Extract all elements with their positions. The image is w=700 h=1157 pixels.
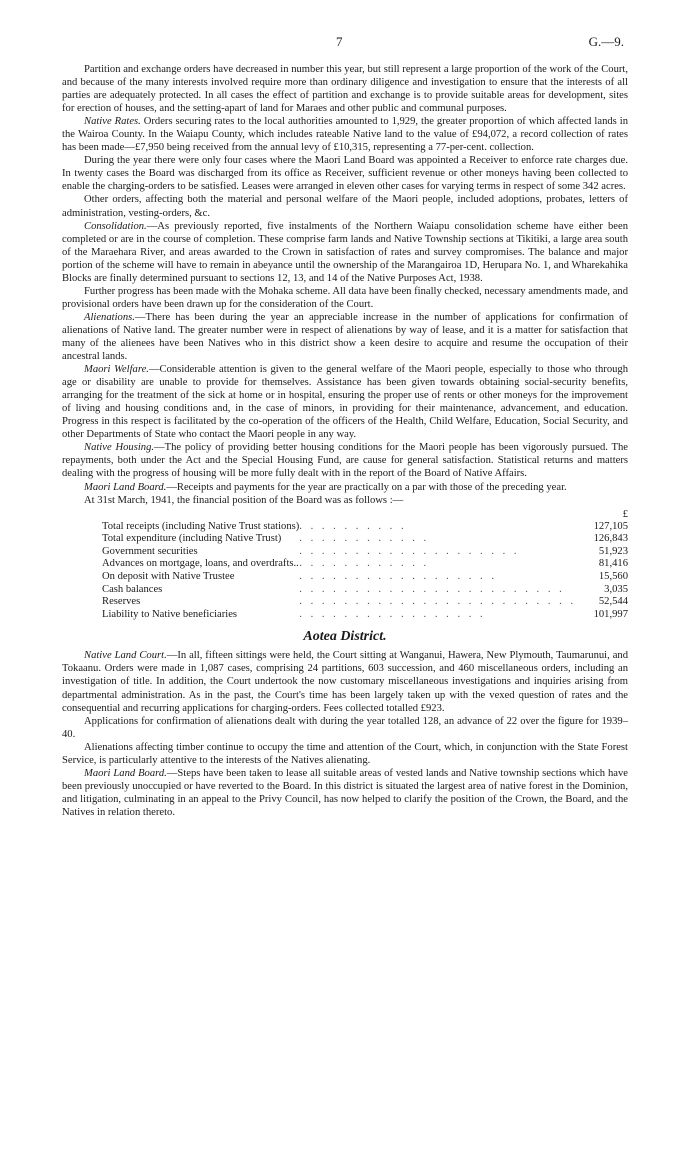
paragraph-text: —As previously reported, five instalments of the Northern Waiapu consolidation scheme have either been completed or are in the course of completion. These comprise farm lands and Native Township sections at Tikitiki, a large area south of the Maraehara River, and areas awarded to the Crown in satisfaction of rates and survey compromises. The balance and major portion of the scheme will have to remain in abeyance until the ownership of the Marangairoa 1D, Herupara No. 1, and Wharekahika Blocks are finally determined pursuant to sections 12, 13, and 14 of the Native Purposes Act, 1938. [62,220,628,284]
dot-leader: . . . . . . . . . . . . . . . . . . . . . . . . . [299,596,577,608]
paragraph-lead: Maori Welfare. [84,364,149,376]
paragraph-lead: Maori Land Board. [84,767,167,779]
paragraph-lead: Native Land Court. [84,650,167,662]
dot-leader: . . . . . . . . . . . . . . . . . . . . . . . . [299,583,565,595]
paragraph-lead: Consolidation. [84,220,147,232]
row-label: Reserves [102,596,141,608]
paragraph [62,363,628,441]
row-amount: 52,544 [598,596,628,608]
paragraph-lead: Native Rates. [84,116,141,128]
aotea-section [62,649,628,819]
paragraph-lead: Maori Land Board. [84,481,167,493]
financial-intro: At 31st March, 1941, the financial position of the Board was as follows :— [84,494,404,506]
dot-leader: . . . . . . . . . . . . [299,533,430,545]
dot-leader: . . . . . . . . . . [299,520,407,532]
paragraph [62,311,628,363]
paragraph-text: —Receipts and payments for the year are practically on a par with those of the preceding year. [166,481,567,493]
currency-row [102,509,628,521]
row-label: On deposit with Native Trustee [102,570,235,582]
row-amount: 126,843 [593,533,628,545]
row-amount: 127,105 [593,520,628,532]
row-amount: 101,997 [593,608,628,620]
paragraph [62,220,628,285]
paragraph-text: During the year there were only four cases where the Maori Land Board was appointed a Receiver to enforce rate charges due. In twenty cases the Board was discharged from its office as Receiver, sufficient revenue or other moneys having been collected to enable the charging-orders to be satisfied. Leases were arranged in eleven other cases for varying terms in respect of some 342 acres. [62,155,628,193]
paragraph-lead: Alienations. [84,311,135,323]
report-reference: G.—9. [588,34,624,49]
paragraph [62,649,628,714]
table-row [102,546,628,559]
dot-leader: . . . . . . . . . . . . [299,558,430,570]
row-amount: 81,416 [598,558,628,570]
district-heading: Aotea District. [303,629,387,645]
paragraph-lead: Native Housing. [84,442,155,454]
table-row [102,521,628,534]
financial-table [102,509,628,622]
paragraph-text: Orders securing rates to the local authorities amounted to 1,929, the greater proportion of which affected lands in the Wairoa County. In the Waiapu County, which includes rateable Native land to the value of £94,072, a record collection of rates has been made—£7,950 being received from the annual levy of £10,315, representing a 77-per-cent. collection. [62,116,628,154]
row-amount: 3,035 [604,583,628,595]
paragraph [62,115,628,154]
paragraph-text: Applications for confirmation of alienations dealt with during the year totalled 128, an advance of 22 over the figure for 1939–40. [62,715,628,740]
dot-leader: . . . . . . . . . . . . . . . . . [299,608,486,620]
page-header [0,34,700,50]
dot-leader: . . . . . . . . . . . . . . . . . . [299,570,497,582]
row-amount: 51,923 [598,545,628,557]
row-label: Advances on mortgage, loans, and overdrafts.. [102,558,299,570]
paragraph [62,767,628,819]
paragraph-text: Partition and exchange orders have decreased in number this year, but still represent a large proportion of the work of the Court, and because of the many interests involved require more than ordinary diligence and investigation to ensure that the interests of all parties are adequately protected. In all cases the effect of partition and exchange is to provide suitable areas for development, sites for erection of houses, and the setting-apart of land for Maraes and other public and communal purposes. [62,64,628,115]
row-label: Liability to Native beneficiaries [102,608,238,620]
page-body [62,63,628,819]
paragraph-text: —Considerable attention is given to the general welfare of the Maori people, especially to those who through age or disability are unable to provide for themselves. Assistance has been given towards obtaining social-security benefits, arranging for the treatment of the sick at home or in hospital, ensuring the proper use of rents or other moneys for the improvement of living and housing conditions and, in the case of minors, in providing for their maintenance, advancement, and education. Progress in this respect is facilitated by the co-operation of the officers of the Health, Child Welfare, Education, Social Security, and other Departments of State who contact the Maori people in any way. [62,364,629,441]
paragraph [62,193,628,219]
table-row [102,558,628,571]
paragraph [62,154,628,193]
paragraph [62,481,628,494]
table-row [102,609,628,622]
table-row [102,584,628,597]
paragraph [62,715,628,741]
paragraph [62,741,628,767]
row-label: Total receipts (including Native Trust stations) [102,520,300,532]
row-amount: 15,560 [598,570,628,582]
currency-symbol: £ [622,508,628,520]
table-row [102,571,628,584]
paragraph [62,285,628,311]
paragraph-text: —There has been during the year an appreciable increase in the number of applications for confirmation of alienations of Native land. The greater number were in respect of alienations by way of lease, and it is a matter for satisfaction that many of the alienees have been Natives who in this district show a keen desire to acquire and resume the occupation of their ancestral lands. [62,311,628,363]
paragraph-text: —In all, fifteen sittings were held, the Court sitting at Wanganui, Hawera, New Plymouth, Taumarunui, and Tokaanu. Orders were made in 1,087 cases, comprising 24 partitions, 603 succession, and 460 miscellaneous orders, including an investigation of title. In addition, the Court undertook the now customary miscellaneous investigations and inquiries arising from departmental administration. As in the past, the Court's time has been largely taken up with the vexed question of rates and the consequential and recurring applications for charging-orders. Fees collected totalled £923. [62,650,629,714]
row-label: Government securities [102,545,198,557]
paragraph-text: Alienations affecting timber continue to occupy the time and attention of the Court, which, in conjunction with the State Forest Service, is particularly attentive to the interests of the Natives alienating. [62,741,628,766]
paragraph-group [62,63,628,494]
paragraph [62,63,628,115]
paragraph [62,441,628,480]
paragraph-text: Further progress has been made with the Mohaka scheme. All data have been finally checked, necessary amendments made, and provisional orders have been drawn up for the consideration of the Court. [62,285,628,310]
table-row [102,596,628,609]
paragraph-text: —Steps have been taken to lease all suitable areas of vested lands and Native township sections which have been previously unoccupied or have reverted to the Board. In this district is situated the largest area of native forest in the Dominion, and litigation, culminating in an appeal to the Privy Council, has now helped to clarify the position of the Crown, the Board, and the Natives in relation thereto. [62,767,628,818]
table-row [102,533,628,546]
paragraph-text: —The policy of providing better housing conditions for the Maori people has been vigorously pursued. The repayments, both under the Act and the Special Housing Fund, are cause for general satisfaction. Statistical returns and matters dealing with the progress of housing will be more fully dealt with in the report of the Board of Native Affairs. [62,442,629,480]
row-label: Cash balances [102,583,163,595]
dot-leader: . . . . . . . . . . . . . . . . . . . . [299,545,520,557]
row-label: Total expenditure (including Native Trust) [102,533,282,545]
page-number: 7 [336,34,343,49]
paragraph-text: Other orders, affecting both the material and personal welfare of the Maori people, included adoptions, probates, letters of administration, vesting-orders, &c. [62,194,628,219]
